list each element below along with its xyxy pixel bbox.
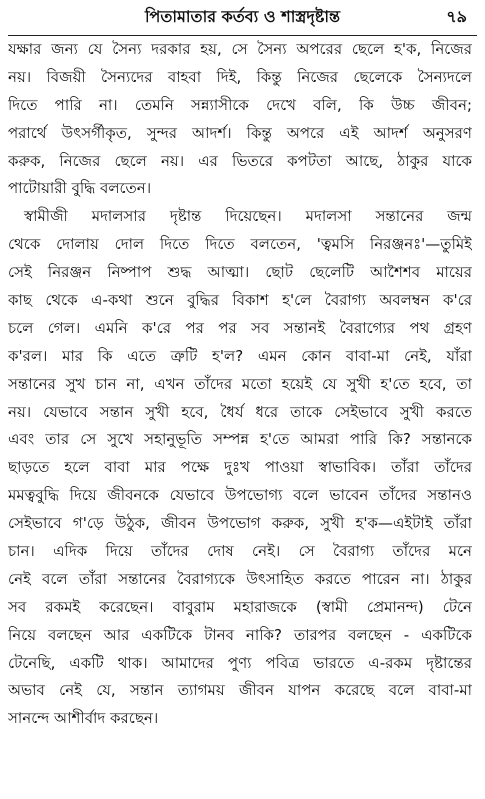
text-line: সানন্দে আশীর্বাদ করছেন। xyxy=(8,709,159,728)
body-text xyxy=(8,36,472,733)
text-line: পরার্থে উৎসর্গীকৃত, সুন্দর আদর্শ। কিন্তু অপরে এই আদর্শ অনুসরণ xyxy=(8,123,472,142)
text-line: নয়। যেভাবে সন্তান সুখী হবে, ধৈর্য ধরে তাকে সেইভাবে সুখী করতে xyxy=(8,402,472,421)
text-line: ক'রল। মার কি এতে ত্রুটি হ'ল? এমন কোন বাবা-মা নেই, যাঁরা xyxy=(8,346,472,365)
text-line: পাটোয়ারী বুদ্ধি বলতেন। xyxy=(8,179,152,198)
text-line: দিতে পারি না। তেমনি সন্ন্যাসীকে দেখে বলি, কি উচ্চ জীবন; xyxy=(8,95,472,114)
running-header xyxy=(0,4,485,32)
text-line: চান। এদিক দিয়ে তাঁদের দোষ নেই। সে বৈরাগ্য তাঁদের মনে xyxy=(8,542,472,561)
text-line: নয়। বিজয়ী সৈন্যদের বাহবা দিই, কিন্তু নিজের ছেলেকে সৈন্যদলে xyxy=(8,67,472,86)
page-number: ৭৯ xyxy=(446,7,467,26)
text-line: সন্তানের সুখ চান না, এখন তাঁদের মতো হয়েই যে সুখী হ'তে হবে, তা xyxy=(8,374,472,393)
text-line: নিয়ে বলছেন আর একটিকে টানব নাকি? তারপর বলছেন - একটিকে xyxy=(8,625,472,644)
text-line: মমত্ববুদ্ধি দিয়ে জীবনকে যেভাবে উপভোগ্য বলে ভাবেন তাঁদের সন্তানও xyxy=(8,486,472,505)
text-line: অভাব নেই যে, সন্তান ত্যাগময় জীবন যাপন করেছে বলে বাবা-মা xyxy=(8,681,472,700)
text-line: নেই বলে তাঁরা সন্তানের বৈরাগ্যকে উৎসাহিত করতে পারেন না। ঠাকুর xyxy=(8,569,472,588)
text-line: সেইভাবে গ'ড়ে উঠুক, জীবন উপভোগ করুক, সুখী হ'ক—এইটাই তাঁরা xyxy=(8,514,472,533)
text-line: থেকে দোলায় দোল দিতে দিতে বলতেন, 'ত্বমসি নিরঞ্জনঃ'—তুমিই xyxy=(8,235,472,254)
text-line: টেনেছি, একটি থাক। আমাদের পুণ্য পবিত্র ভারতে এ-রকম দৃষ্টান্তের xyxy=(8,653,472,672)
text-line: এবং তার সে সুখে সহানুভূতি সম্পন্ন হ'তে আমরা পারি কি? সন্তানকে xyxy=(8,430,472,449)
text-line: সেই নিরঞ্জন নিষ্পাপ শুদ্ধ আত্মা। ছোট ছেলেটি আশৈশব মায়ের xyxy=(8,263,472,282)
text-line: করুক, নিজের ছেলে নয়। এর ভিতরে কপটতা আছে, ঠাকুর যাকে xyxy=(8,151,472,170)
paragraph-first-line: স্বামীজী মদালসার দৃষ্টান্ত দিয়েছেন। মদালসা সন্তানের জন্ম xyxy=(24,207,472,226)
text-line: ছাড়তে হলে বাবা মার পক্ষে দুঃখ পাওয়া স্বাভাবিক। তাঁরা তাঁদের xyxy=(8,458,472,477)
text-line: সব রকমই করেছেন। বাবুরাম মহারাজকে (স্বামী প্রেমানন্দ) টেনে xyxy=(8,597,472,616)
text-line: যক্ষার জন্য যে সৈন্য দরকার হয়, সে সৈন্য অপরের ছেলে হ'ক, নিজের xyxy=(8,40,472,58)
text-line: চলে গেল। এমনি ক'রে পর পর সব সন্তানই বৈরাগ্যের পথ গ্রহণ xyxy=(8,318,472,337)
chapter-title: পিতামাতার কর্তব্য ও শাস্ত্রদৃষ্টান্ত xyxy=(144,7,341,26)
text-line: কাছ থেকে এ-কথা শুনে বুদ্ধির বিকাশ হ'লে বৈরাগ্য অবলম্বন ক'রে xyxy=(8,291,472,310)
